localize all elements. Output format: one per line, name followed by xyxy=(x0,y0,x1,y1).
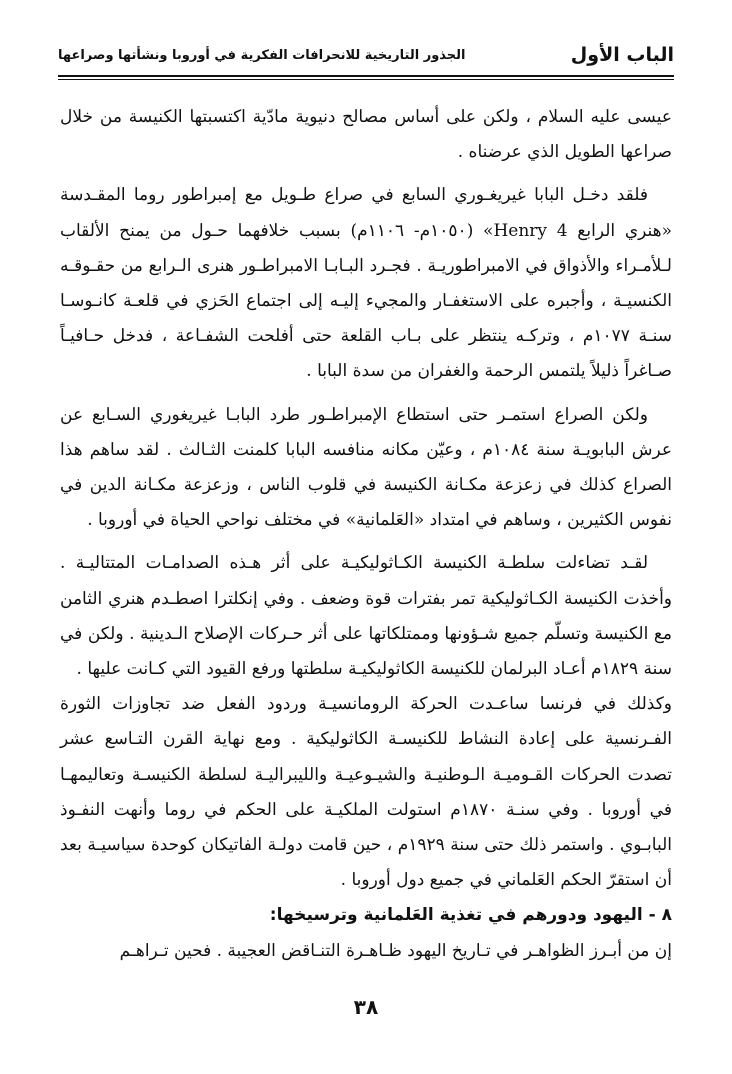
page-number: ٣٨ xyxy=(353,995,379,1019)
running-header xyxy=(58,40,674,76)
paragraph: إن من أبـرز الظواهـر في تـاريخ اليهود ظـاهـرة التنـاقض العجيبة . فحين تـراهـم xyxy=(119,940,672,961)
body-text xyxy=(60,100,672,969)
paragraph: فلقد دخـل البابا غيريغـوري السابع في صراع طـويل مع إمبراطور روما المقـدسة «هنري الرابع Henry 4» (١٠٥٠م- ١١٠٦م) بسبب خلافهما حـول من يمنح الألقاب لـلأمـراء والأذواق في الامبراطوريـة . فجـرد البـابـا الامبراطـور هنرى الـرابع من حقـوقـه الكنسيـة ، وأجبره على الاستغفـار والمجيء إليـه إلى اجتماع الحَزي في قلعـة كانـوسـا سنـة ١٠٧٧م ، وتركـه ينتظر على بـاب القلعة حتى أفلحت الشفـاعة ، فدخل حـافيـاً صـاغراً ذليلاً يلتمس الرحمة والغفران من سدة البابا . xyxy=(60,185,673,382)
paragraph: ولكن الصراع استمـر حتى استطاع الإمبراطـور طرد البابـا غيريغوري السـابع عن عرش البابويـة سنة ١٠٨٤م ، وعيّن مكانه منافسه البابا كلمنت الثـالث . لقد ساهم هذا الصراع كذلك في زعزعة مكـانة الكنيسة في قلوب الناس ، وزعزعة مكـانة الدين في نفوس الكثيرين ، وساهم في امتداد «العَلمانية» في مختلف نواحي الحياة في أوروبا . xyxy=(60,404,673,531)
paragraph: وكذلك في فرنسا ساعـدت الحركة الرومانسيـة وردود الفعل ضد تجاوزات الثورة الفـرنسية على إعادة النشاط للكنيسـة الكاثوليكية . ومع نهاية القرن التـاسع عشر تصدت الحركات القـوميـة الـوطنيـة والشيـوعيـة والليبراليـة لسلطة الكنيسـة وتعاليمهـا في أوروبا . وفي سنـة ١٨٧٠م استولت الملكيـة على الحكم في روما وأنهت النفـوذ البابـوي . واستمر ذلك حتى سنة ١٩٢٩م ، حين قامت دولـة الفاتيكان كوحدة سياسيـة بعد أن استقرّ الحكم العَلماني في جميع دول أوروبا . xyxy=(60,694,672,891)
header-divider xyxy=(58,75,674,77)
section-heading: ٨ - اليهود ودورهم في تغذية العَلمانية وترسيخها: xyxy=(269,905,672,926)
header-divider-thin xyxy=(58,79,674,80)
paragraph: لقـد تضاءلت سلطـة الكنيسة الكـاثوليكيـة على أثر هـذه الصدامـات المتتاليـة . وأخذت الكنيسة الكـاثوليكية تمر بفترات قوة وضعف . وفي إنكلترا اصطـدم هنري الثامن مع الكنيسة وتسلّم جميع شـؤونها وممتلكاتها على أثر حـركات الإصلاح الـدينية . ولكن في سنة ١٨٢٩م أعـاد البرلمان للكنيسة الكاثوليكيـة سلطتها ورفع القيود التي كـانت عليها . xyxy=(60,553,672,680)
chapter-label: الباب الأول xyxy=(570,44,674,66)
running-title: الجذور التاريخية للانحرافات الفكرية في أوروبا ونشأتها وصراعها xyxy=(58,48,466,63)
paragraph: عيسى عليه السلام ، ولكن على أساس مصالح دنيوية مادّية اكتسبتها الكنيسة من خلال صراعها الطويل الذي عرضناه . xyxy=(60,107,672,163)
